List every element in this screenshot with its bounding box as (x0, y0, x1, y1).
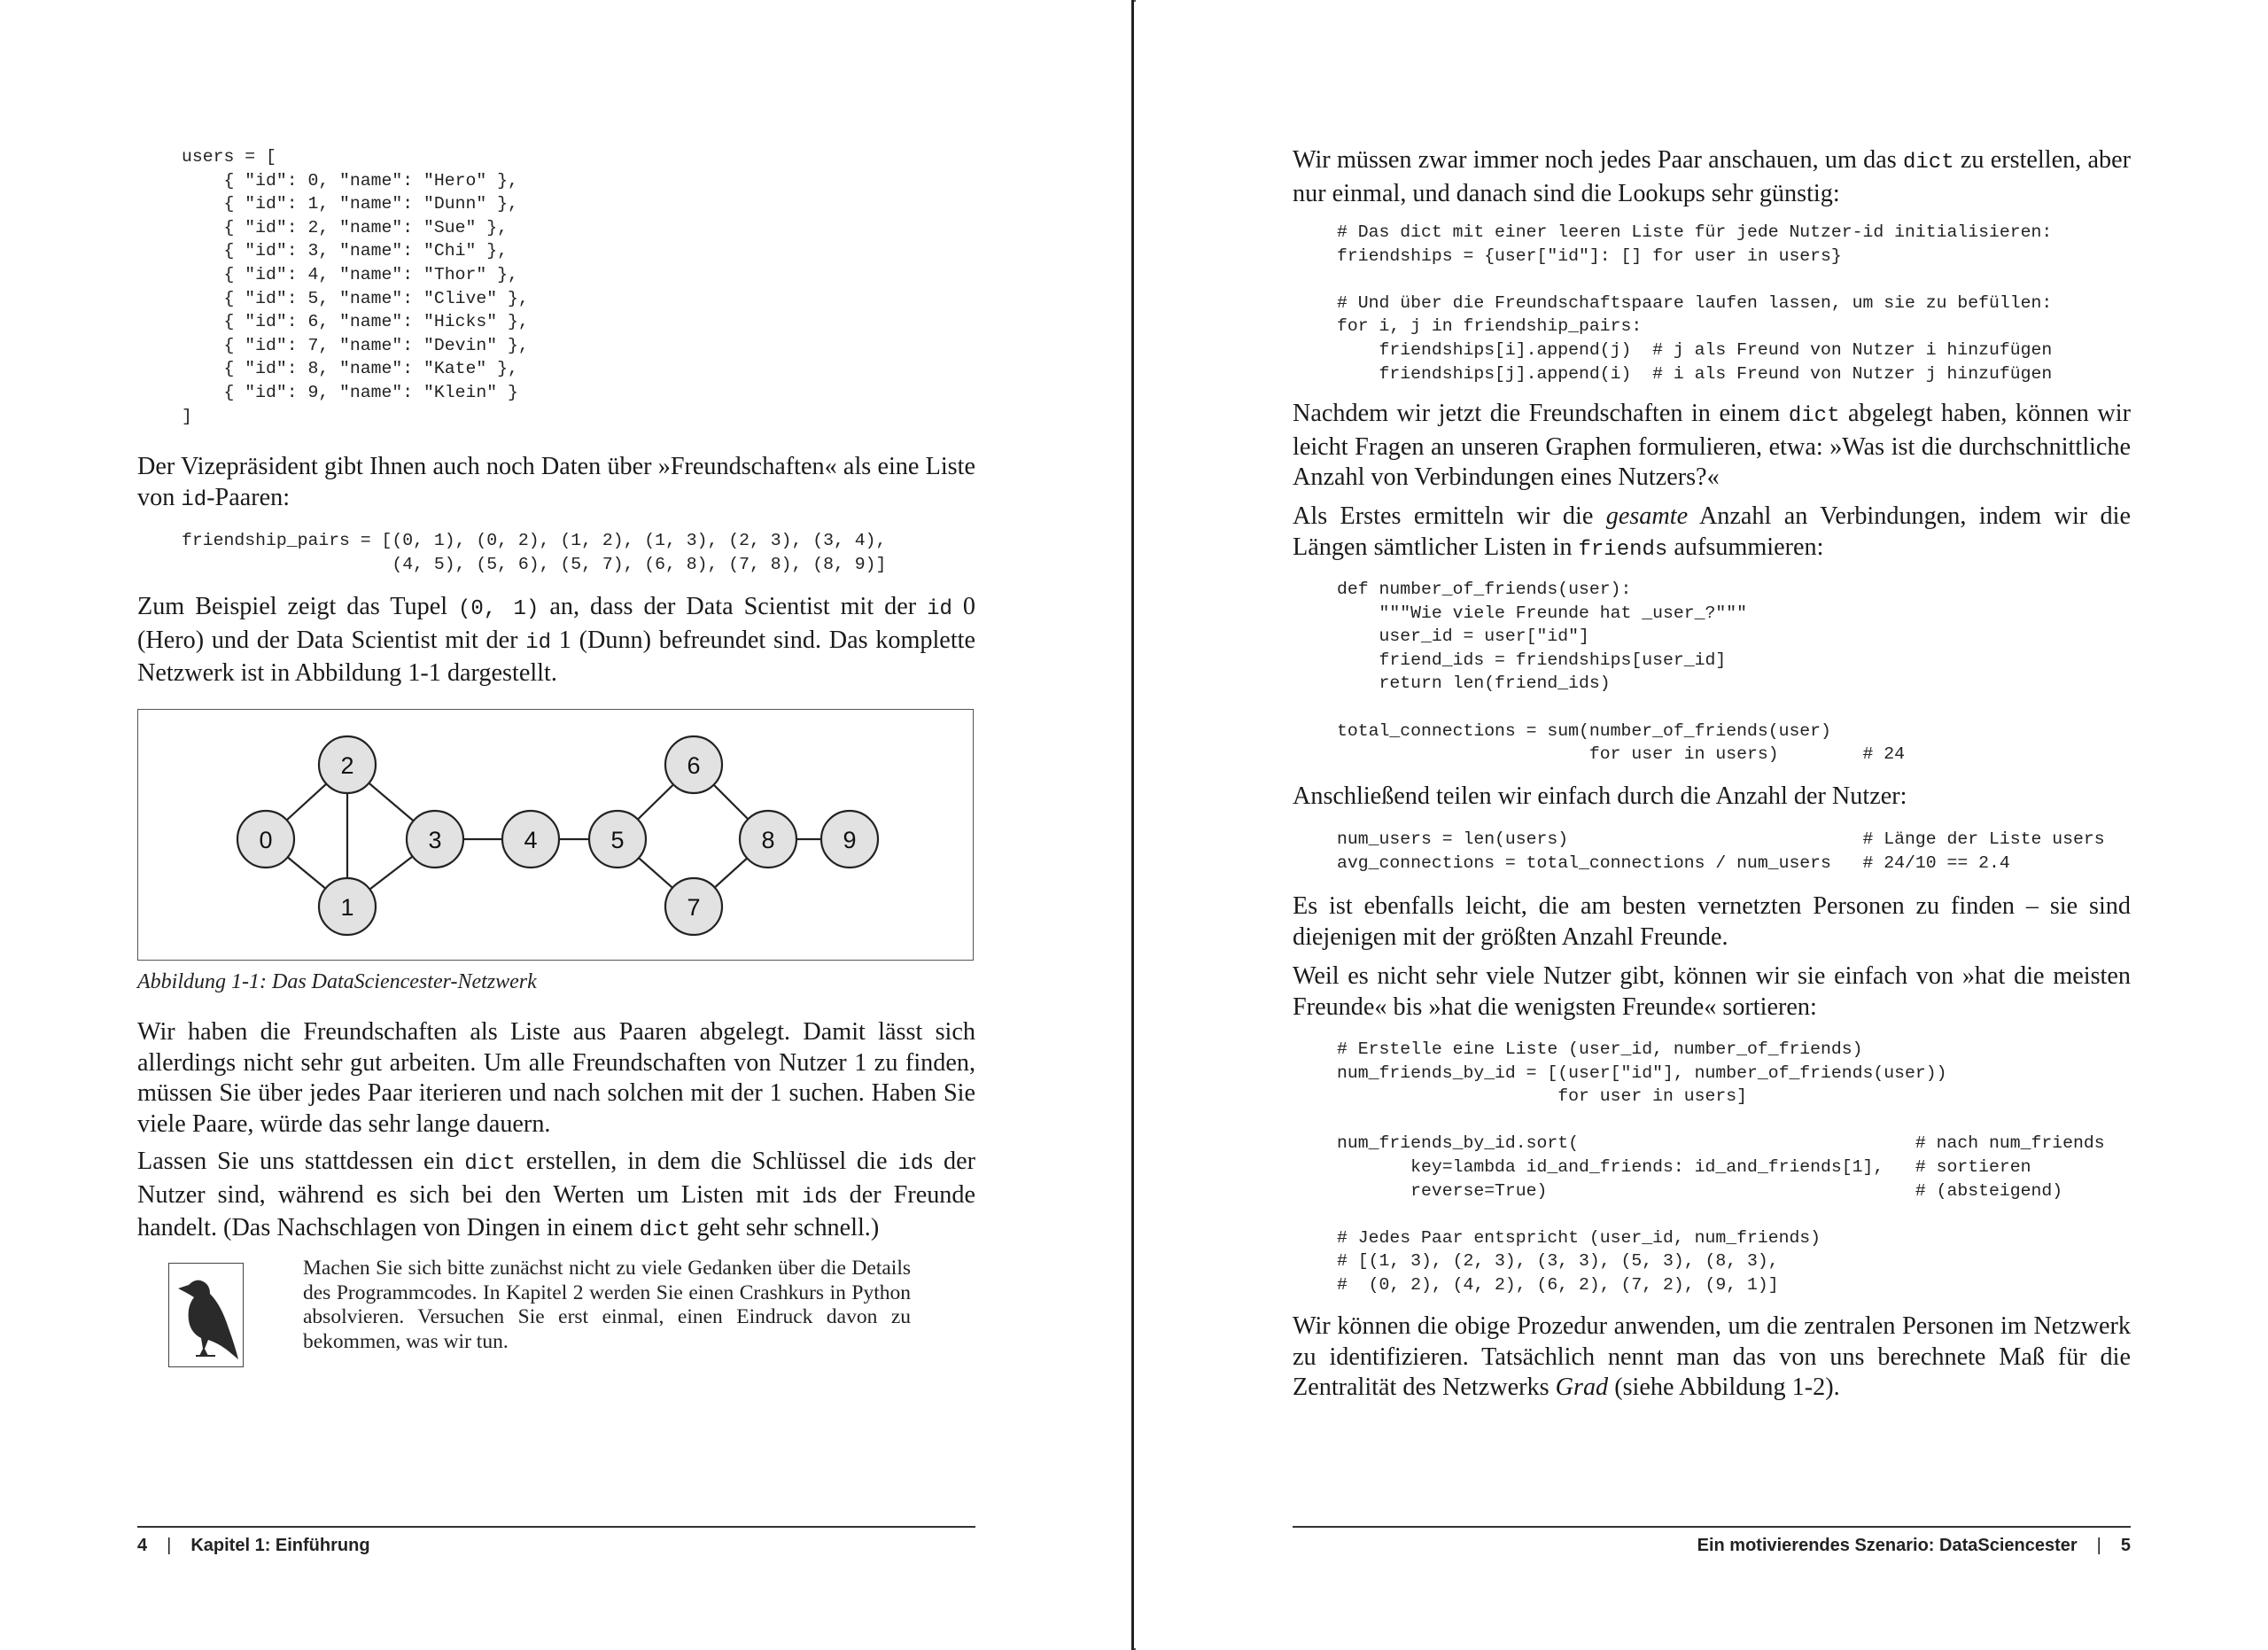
paragraph-sort: Weil es nicht sehr viele Nutzer gibt, können wir sie einfach von »hat die meisten Freunde« bis »hat die wenigsten Freunde« sortieren: (1293, 962, 2131, 1021)
left-page (0, 0, 1132, 1650)
footer-separator: | (2096, 1536, 2101, 1555)
footer-separator: | (167, 1536, 172, 1555)
paragraph-graph-questions: Nachdem wir jetzt die Freundschaften in einem dict abgelegt haben, können wir leicht Fragen an unseren Graphen formulieren, etwa: »Was ist die durchschnittliche Anzahl von Verbindungen eines Nutzers?« (1293, 400, 2131, 491)
section-title: Ein motivierendes Szenario: DataSciencester (1697, 1536, 2078, 1555)
paragraph-lookups: Wir müssen zwar immer noch jedes Paar anschauen, um das dict zu erstellen, aber nur einmal, und danach sind die Lookups sehr günstig: (1293, 146, 2131, 207)
node-label-7: 7 (687, 894, 701, 921)
node-label-8: 8 (761, 827, 775, 853)
footer-right (1697, 1536, 2131, 1556)
node-label-4: 4 (524, 827, 538, 853)
page-number: 4 (137, 1536, 148, 1555)
chapter-title: Kapitel 1: Einführung (190, 1536, 370, 1555)
paragraph-dict-idea: Lassen Sie uns stattdessen ein dict erstellen, in dem die Schlüssel die ids der Nutzer sind, während es sich bei den Werten um Listen mit ids der Freunde handelt. (Das Nachschlagen von Dingen in einem dict geht sehr schnell.) (137, 1148, 976, 1242)
paragraph-pairs-list: Wir haben die Freundschaften als Liste aus Paaren abgelegt. Damit lässt sich allerdings nicht sehr gut arbeiten. Um alle Freundschaften von Nutzer 1 zu finden, müssen Sie über jedes Paar iterieren und nach solchen mit der 1 suchen. Haben Sie viele Paare, würde das sehr lange dauern. (137, 1018, 975, 1138)
node-label-5: 5 (610, 827, 625, 853)
code-avg-connections: num_users = len(users) # Länge der Liste users avg_connections = total_connections / num_users # 24/10 == 2.4 (1337, 829, 2105, 873)
node-label-0: 0 (259, 827, 273, 853)
raven-icon (168, 1263, 244, 1367)
paragraph-friendship-data: Der Vizepräsident gibt Ihnen auch noch Daten über »Freundschaften« als eine Liste von id-Paaren: (137, 453, 975, 512)
code-friendships-init: # Das dict mit einer leeren Liste für jede Nutzer-id initialisieren: friendships = {user["id"]: [] for user in users} # Und über die Freundschaftspaare laufen lassen, um sie zu befüllen: for i, j in friendship_pairs: friendships[i].append(j) # j als Freund von Nutzer i hinzufügen friendships[j].append(i) # i als Freund von Nutzer j hinzufügen (1337, 222, 2053, 384)
code-sort-friends: # Erstelle eine Liste (user_id, number_of_friends) num_friends_by_id = [(user["id"], number_of_friends(user)) for user in users] num_friends_by_id.sort( # nach num_friends key=lambda id_and_friends: id_and_friends[1], # sortieren reverse=True) # (absteigend) # Jedes Paar entspricht (user_id, num_friends) # [(1, 3), (2, 3), (3, 3), (5, 3), (8, 3), # (0, 2), (4, 2), (6, 2), (7, 2), (9, 1)] (1337, 1039, 2105, 1295)
code-friendship-pairs: friendship_pairs = [(0, 1), (0, 2), (1, 2), (1, 3), (2, 3), (3, 4), (4, 5), (5, 6), (5, 7), (6, 8), (7, 8), (8, 9)] (182, 531, 887, 574)
footer-left (137, 1536, 370, 1556)
node-label-9: 9 (843, 827, 857, 853)
node-label-3: 3 (428, 827, 442, 853)
right-page (1136, 0, 2268, 1650)
tip-note: Machen Sie sich bitte zunächst nicht zu viele Gedanken über die Details des Programmcodes. In Kapitel 2 werden Sie einen Crashkurs in Python absolvieren. Versuchen Sie erst einmal, einen Eindruck davon zu bekommen, was wir tun. (303, 1257, 911, 1353)
code-users: users = [ { "id": 0, "name": "Hero" }, { "id": 1, "name": "Dunn" }, { "id": 2, "name": "Sue" }, { "id": 3, "name": "Chi" }, { "id": 4, "name": "Thor" }, { "id": 5, "name": "Clive" }, { "id": 6, "name": "Hicks" }, { "id": 7, "name": "Devin" }, { "id": 8, "name": "Kate" }, { "id": 9, "name": "Klein" } ] (182, 147, 529, 426)
paragraph-degree-centrality: Wir können die obige Prozedur anwenden, um die zentralen Personen im Netzwerk zu identifizieren. Tatsächlich nennt man das von uns berechnete Maß für die Zentralität des Netzwerks Grad (siehe Abbildung 1-2). (1293, 1312, 2131, 1401)
node-label-1: 1 (340, 894, 354, 921)
paragraph-divide: Anschließend teilen wir einfach durch die Anzahl der Nutzer: (1293, 782, 1907, 810)
paragraph-total-connections: Als Erstes ermitteln wir die gesamte Anzahl an Verbindungen, indem wir die Längen sämtlicher Listen in friends aufsummieren: (1293, 502, 2131, 562)
node-label-2: 2 (340, 752, 354, 779)
code-number-of-friends: def number_of_friends(user): """Wie viele Freunde hat _user_?""" user_id = user["id"] friend_ids = friendships[user_id] return len(friend_ids) total_connections = sum(number_of_friends(user) for user in users) # 24 (1337, 580, 1906, 765)
network-graph (138, 710, 975, 961)
figure-caption: Abbildung 1-1: Das DataSciencester-Netzwerk (137, 970, 537, 993)
node-label-6: 6 (687, 752, 701, 779)
paragraph-tuple-example: Zum Beispiel zeigt das Tupel (0, 1) an, dass der Data Scientist mit der id 0 (Hero) und der Data Scientist mit der id 1 (Dunn) befreundet sind. Das komplette Netzwerk ist in Abbildung 1-1 dargestellt. (137, 593, 976, 687)
paragraph-most-connected: Es ist ebenfalls leicht, die am besten vernetzten Personen zu finden – sie sind diejenigen mit der größten Anzahl Freunde. (1293, 892, 2131, 951)
page-number: 5 (2120, 1536, 2131, 1555)
network-figure (137, 709, 974, 961)
